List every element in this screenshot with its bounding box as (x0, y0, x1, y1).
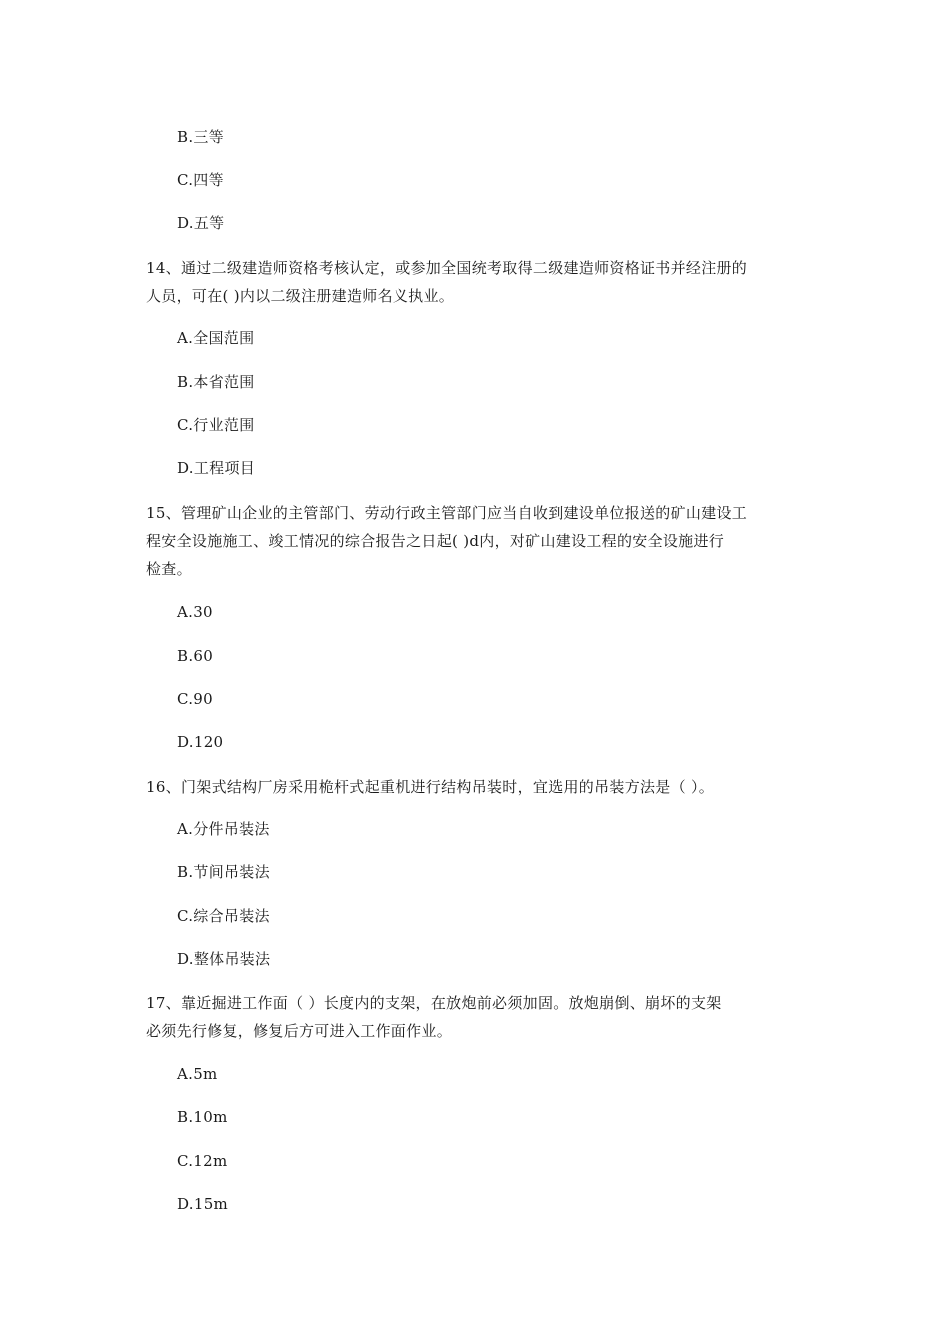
question-15-option-a: A.30 (177, 603, 213, 621)
question-16-line-1: 16、门架式结构厂房采用桅杆式起重机进行结构吊装时，宜选用的吊装方法是（ ）。 (146, 778, 715, 796)
question-15-option-b: B.60 (177, 647, 214, 665)
question-17-option-c: C.12m (177, 1152, 228, 1170)
question-15-line-2: 程安全设施施工、竣工情况的综合报告之日起( )d内，对矿山建设工程的安全设施进行 (146, 532, 725, 550)
question-17-option-a: A.5m (177, 1065, 218, 1083)
option-d: D.五等 (177, 214, 225, 232)
question-14-line-2: 人员，可在( )内以二级注册建造师名义执业。 (146, 287, 455, 305)
question-17-line-2: 必须先行修复，修复后方可进入工作面作业。 (146, 1022, 453, 1040)
question-14-option-a: A.全国范围 (177, 329, 255, 347)
question-14-line-1: 14、通过二级建造师资格考核认定，或参加全国统考取得二级建造师资格证书并经注册的 (146, 259, 748, 277)
question-14-option-c: C.行业范围 (177, 416, 255, 434)
question-16-option-c: C.综合吊装法 (177, 907, 270, 925)
question-15-option-c: C.90 (177, 690, 213, 708)
question-17-option-b: B.10m (177, 1108, 228, 1126)
option-b: B.三等 (177, 128, 224, 146)
question-14-option-d: D.工程项目 (177, 459, 256, 477)
question-15-line-3: 检查。 (146, 560, 192, 578)
question-15-line-1: 15、管理矿山企业的主管部门、劳动行政主管部门应当自收到建设单位报送的矿山建设工 (146, 504, 748, 522)
question-14-option-b: B.本省范围 (177, 373, 255, 391)
question-17-line-1: 17、靠近掘进工作面（ ）长度内的支架，在放炮前必须加固。放炮崩倒、崩坏的支架 (146, 994, 722, 1012)
question-15-option-d: D.120 (177, 733, 224, 751)
option-c: C.四等 (177, 171, 224, 189)
question-16-option-d: D.整体吊装法 (177, 950, 271, 968)
question-17-option-d: D.15m (177, 1195, 229, 1213)
question-16-option-a: A.分件吊装法 (177, 820, 270, 838)
question-16-option-b: B.节间吊装法 (177, 863, 270, 881)
